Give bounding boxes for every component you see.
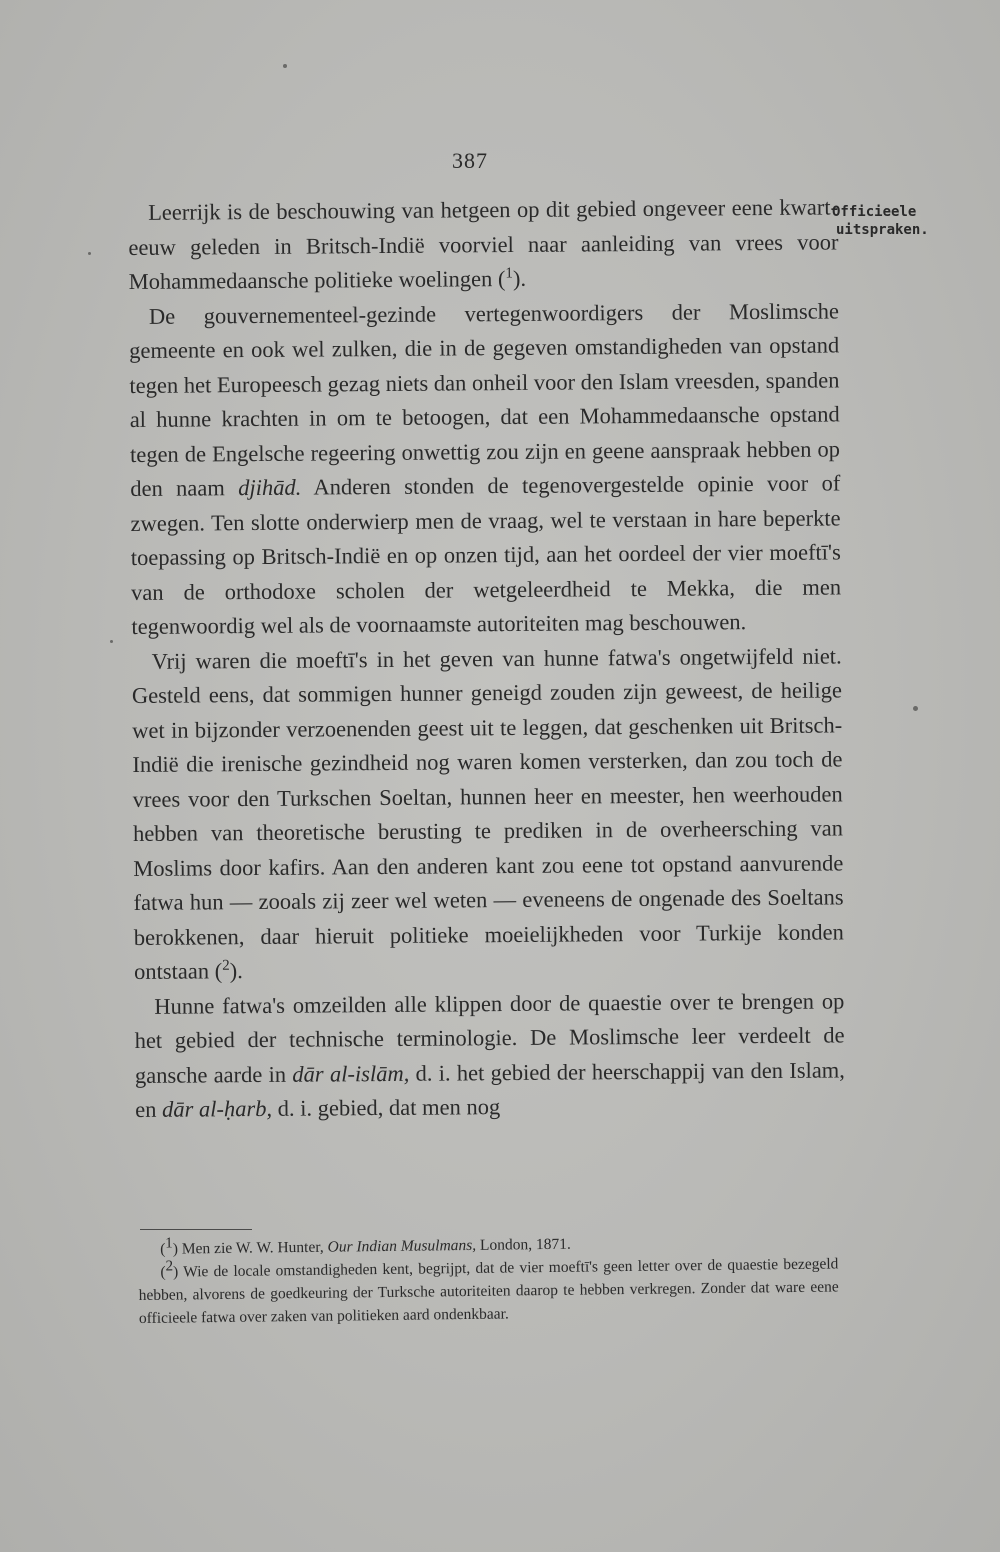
text-run: De gouvernementeel-gezinde vertegenwoordigers der Moslimsche gemeente en ook wel zulken, die in de gegeven omstandigheden van opstand tegen het Europeesch gezag niets dan onheil voor den Islam vreesden, spanden al hunne krachten in om te betoogen, dat een Mohammedaansche opstand tegen de Engelsche regeering onwettig zou zijn en geene aanspraak hebben op den naam <box>129 297 841 501</box>
paragraph <box>128 190 839 299</box>
text-run: London, 1871. <box>476 1235 571 1254</box>
text-run: ( <box>160 1263 166 1281</box>
italic-term: Our Indian Musulmans, <box>327 1236 477 1256</box>
text-run: Vrij waren die moeftī's in het geven van hunne fatwa's ongetwijfeld niet. Gesteld eens, dat sommigen hunner geneigd zouden zijn geweest, de heilige wet in bijzonder verzoenenden geest uit te leggen, dat geschenken uit Britsch-Indië die irenische gezindheid nog waren komen versterken, dan zou toch de vrees voor den Turkschen Soeltan, hunnen heer en meester, hen weerhouden hebben van theoretische berusting te prediken in de overheersching van Moslims door kafirs. Aan den anderen kant zou eene tot opstand aanvurende fatwa hun — zooals zij zeer wel weten — eveneens de ongenade des Soeltans berokkenen, daar hieruit politieke moeielijkheden voor Turkije konden ontstaan ( <box>131 642 844 984</box>
paper-speck <box>913 706 918 711</box>
paper-speck <box>110 640 113 643</box>
paper-speck <box>283 64 287 68</box>
footnote-divider <box>140 1229 252 1230</box>
page-number: 387 <box>452 148 488 173</box>
footnote-reference: 1 <box>505 265 513 282</box>
footnote-reference: 2 <box>222 957 230 974</box>
footnote-reference: 2 <box>165 1258 174 1275</box>
paragraph <box>132 639 845 990</box>
italic-term: dār al-ḥarb, <box>161 1095 273 1122</box>
text-run: d. i. gebied, dat men nog <box>271 1094 501 1121</box>
text-run: Anderen stonden de tegenovergestelde opinie voor of zwegen. Ten slotte onderwierp men de vraag, wel te verstaan in hare beperkte toepassing op Britsch-Indië en op onzen tijd, aan het oordeel der vier moeftī's van de orthodoxe scholen der wetgeleerdheid te Mekka, die men tegenwoordig wel als de voornaamste autoriteiten mag beschouwen. <box>130 470 842 639</box>
text-run: ). <box>512 265 527 291</box>
margin-note-line-1: Officieele <box>832 204 917 220</box>
paragraph <box>129 294 842 645</box>
paragraph <box>134 984 845 1128</box>
footnote-reference: 1 <box>165 1235 173 1252</box>
text-run: Hunne fatwa's omzeilden alle klippen door de quaestie over te brengen op het gebied der technische terminologie. De Moslimsche leer verdeelt de gansche aarde in <box>134 987 845 1088</box>
italic-term: dār al-islām, <box>292 1060 410 1087</box>
text-run: ) Men zie W. W. Hunter, <box>172 1238 328 1258</box>
margin-note <box>832 203 962 239</box>
margin-note-line-2: uitspraken. <box>836 222 929 238</box>
footnote <box>138 1252 839 1330</box>
text-run: Leerrijk is de beschouwing van hetgeen op dit gebied ongeveer eene kwart-eeuw geleden in Britsch-Indië voorviel naar aanleiding van vrees voor Mohammedaansche politieke woelingen ( <box>128 194 839 294</box>
body-text <box>128 190 845 1127</box>
paper-speck <box>88 252 91 255</box>
text-run: ( <box>160 1240 166 1258</box>
footnotes <box>138 1229 839 1330</box>
italic-term: djihād. <box>238 474 302 501</box>
text-run: ). <box>229 958 243 984</box>
text-run: ) Wie de locale omstandigheden kent, begrijpt, dat de vier moeftī's geen letter over de quaestie bezegeld hebben, alvorens de goedkeuring der Turksche autoriteiten daarop te hebben verkregen. Zonder dat ware eene officieele fatwa over zaken van politieken aard ondenkbaar. <box>138 1255 839 1327</box>
text-run: d. i. het gebied der heerschappij van den Islam, en <box>135 1056 845 1122</box>
